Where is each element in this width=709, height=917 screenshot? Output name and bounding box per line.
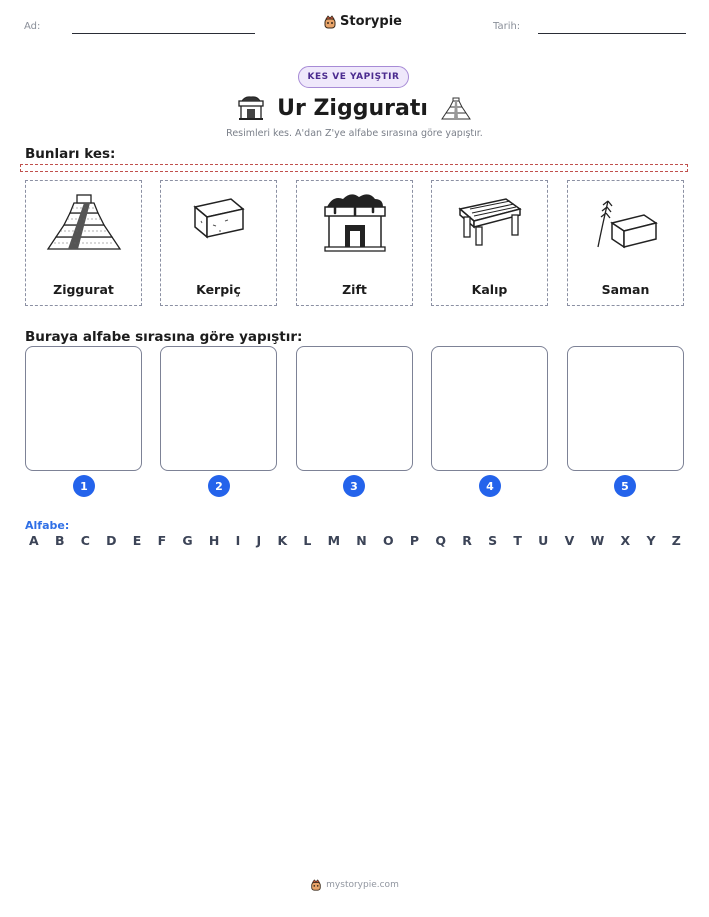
- alphabet-letter: S: [488, 533, 498, 548]
- alphabet-letter: B: [54, 533, 65, 548]
- cut-line: [20, 164, 688, 172]
- alphabet-letter: X: [620, 533, 631, 548]
- alphabet-letter: W: [590, 533, 605, 548]
- alphabet-letter: H: [208, 533, 220, 548]
- paste-slot-3[interactable]: [296, 346, 413, 471]
- alphabet-letter: Y: [646, 533, 656, 548]
- footer: [0, 879, 709, 891]
- alphabet-letter: Q: [435, 533, 446, 548]
- footer-url: mystorypie.com: [326, 880, 399, 890]
- alphabet-letter: F: [157, 533, 167, 548]
- card-label: Zift: [342, 282, 367, 297]
- alphabet-row: [29, 533, 681, 548]
- bitumen-temple-icon: [315, 187, 395, 257]
- brand-name: Storypie: [340, 14, 402, 29]
- alphabet-letter: N: [356, 533, 367, 548]
- alphabet-letter: L: [303, 533, 312, 548]
- mud-brick-icon: [179, 187, 259, 257]
- paste-slot-5[interactable]: [567, 346, 684, 471]
- alphabet-letter: V: [564, 533, 575, 548]
- activity-badge: KES VE YAPIŞTIR: [298, 66, 409, 88]
- alphabet-letter: C: [80, 533, 90, 548]
- alphabet-letter: D: [106, 533, 117, 548]
- date-label: Tarih:: [493, 21, 521, 32]
- alphabet-letter: K: [277, 533, 288, 548]
- page-title: Ur Zigguratı: [277, 95, 428, 121]
- slot-number-1: 1: [73, 475, 95, 497]
- paste-heading: Buraya alfabe sırasına göre yapıştır:: [25, 329, 303, 345]
- slot-number-3: 3: [343, 475, 365, 497]
- cut-card-kalip[interactable]: [431, 180, 548, 306]
- name-label: Ad:: [24, 21, 41, 32]
- card-label: Kerpiç: [196, 282, 241, 297]
- date-line[interactable]: [538, 33, 686, 34]
- card-label: Saman: [601, 282, 650, 297]
- slot-number-2: 2: [208, 475, 230, 497]
- brand-logo: [323, 14, 402, 29]
- alphabet-letter: Z: [671, 533, 681, 548]
- straw-brick-icon: [586, 187, 666, 257]
- paste-slot-2[interactable]: [160, 346, 277, 471]
- alphabet-letter: U: [538, 533, 549, 548]
- card-label: Ziggurat: [53, 282, 114, 297]
- card-label: Kalıp: [471, 282, 508, 297]
- temple-icon: [237, 95, 265, 121]
- alphabet-heading: Alfabe:: [25, 519, 70, 532]
- alphabet-letter: O: [383, 533, 394, 548]
- alphabet-letter: P: [409, 533, 420, 548]
- name-line[interactable]: [72, 33, 255, 34]
- ziggurat-icon: [44, 187, 124, 257]
- brick-mold-icon: [450, 187, 530, 257]
- alphabet-letter: I: [235, 533, 241, 548]
- cut-card-zift[interactable]: [296, 180, 413, 306]
- title-row: [0, 92, 709, 124]
- storypie-mascot-icon: [310, 879, 322, 891]
- alphabet-letter: E: [132, 533, 142, 548]
- cut-card-kerpic[interactable]: [160, 180, 277, 306]
- paste-slot-1[interactable]: [25, 346, 142, 471]
- storypie-mascot-icon: [323, 15, 337, 29]
- slot-number-4: 4: [479, 475, 501, 497]
- alphabet-letter: M: [327, 533, 341, 548]
- alphabet-letter: R: [462, 533, 472, 548]
- instructions: Resimleri kes. A'dan Z'ye alfabe sırasına göre yapıştır.: [226, 128, 483, 139]
- slot-number-5: 5: [614, 475, 636, 497]
- alphabet-letter: J: [256, 533, 262, 548]
- paste-slot-4[interactable]: [431, 346, 548, 471]
- cut-card-ziggurat[interactable]: [25, 180, 142, 306]
- cut-heading: Bunları kes:: [25, 146, 116, 162]
- alphabet-letter: T: [513, 533, 522, 548]
- alphabet-letter: G: [182, 533, 193, 548]
- cut-card-saman[interactable]: [567, 180, 684, 306]
- alphabet-letter: A: [29, 533, 39, 548]
- ziggurat-icon: [440, 95, 472, 121]
